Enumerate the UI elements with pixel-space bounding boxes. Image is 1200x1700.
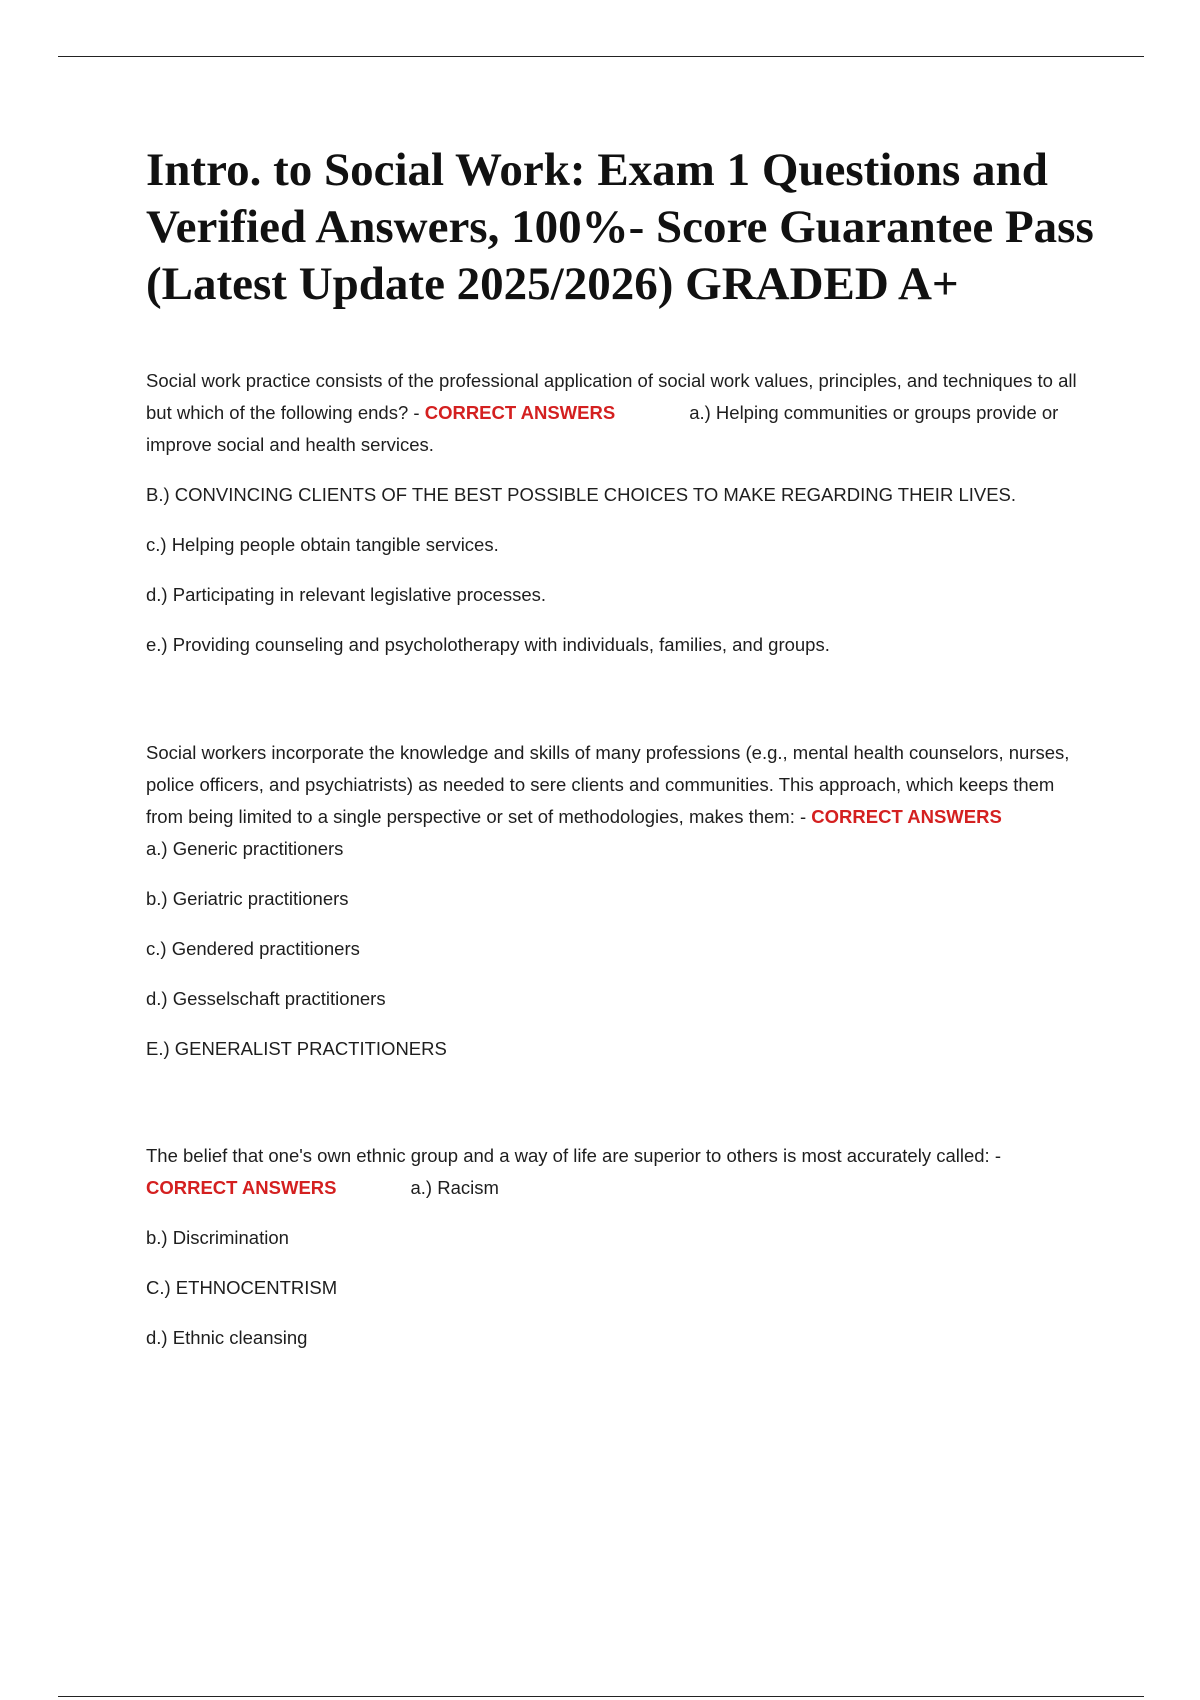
question-text bbox=[146, 365, 1096, 461]
correct-answers-label: CORRECT ANSWERS bbox=[811, 806, 1002, 827]
option-b: b.) Discrimination bbox=[146, 1227, 289, 1248]
option-e: e.) Providing counseling and psycholotherapy with individuals, families, and groups. bbox=[146, 634, 830, 655]
correct-answers-label: CORRECT ANSWERS bbox=[424, 402, 616, 423]
option-b: B.) CONVINCING CLIENTS OF THE BEST POSSIBLE CHOICES TO MAKE REGARDING THEIR LIVES. bbox=[146, 484, 1017, 505]
option-d: d.) Participating in relevant legislative processes. bbox=[146, 584, 546, 605]
option-a: a.) Racism bbox=[410, 1177, 499, 1198]
document-page bbox=[146, 142, 1096, 1354]
option-c: C.) ETHNOCENTRISM bbox=[146, 1277, 338, 1298]
option-c: c.) Gendered practitioners bbox=[146, 938, 360, 959]
option-d: d.) Gesselschaft practitioners bbox=[146, 988, 386, 1009]
question-prompt: The belief that one's own ethnic group and a way of life are superior to others is most accurately called: - bbox=[146, 1145, 1001, 1166]
option-b: b.) Geriatric practitioners bbox=[146, 888, 349, 909]
option-c: c.) Helping people obtain tangible services. bbox=[146, 534, 499, 555]
question-text bbox=[146, 1140, 1096, 1204]
question-block-1 bbox=[146, 365, 1096, 661]
bottom-rule bbox=[58, 1696, 1144, 1697]
question-block-2 bbox=[146, 737, 1096, 1065]
option-a: a.) Helping communities or groups provide or improve social and health services. bbox=[146, 402, 1059, 455]
document-title: Intro. to Social Work: Exam 1 Questions and Verified Answers, 100%- Score Guarantee Pass (Latest Update 2025/2026) GRADED A+ bbox=[146, 144, 1094, 310]
question-block-3 bbox=[146, 1140, 1096, 1354]
option-d: d.) Ethnic cleansing bbox=[146, 1327, 308, 1348]
question-prompt: Social work practice consists of the professional application of social work values, principles, and techniques to all but which of the following ends? - bbox=[146, 370, 1077, 423]
question-text bbox=[146, 737, 1096, 865]
option-e: E.) GENERALIST PRACTITIONERS bbox=[146, 1038, 447, 1059]
question-prompt: Social workers incorporate the knowledge and skills of many professions (e.g., mental health counselors, nurses, police officers, and psychiatrists) as needed to sere clients and communities. This approach, which keeps them from being limited to a single perspective or set of methodologies, makes them: - bbox=[146, 742, 1070, 827]
option-a: a.) Generic practitioners bbox=[146, 838, 344, 859]
correct-answers-label: CORRECT ANSWERS bbox=[146, 1177, 337, 1198]
top-rule bbox=[58, 56, 1144, 57]
